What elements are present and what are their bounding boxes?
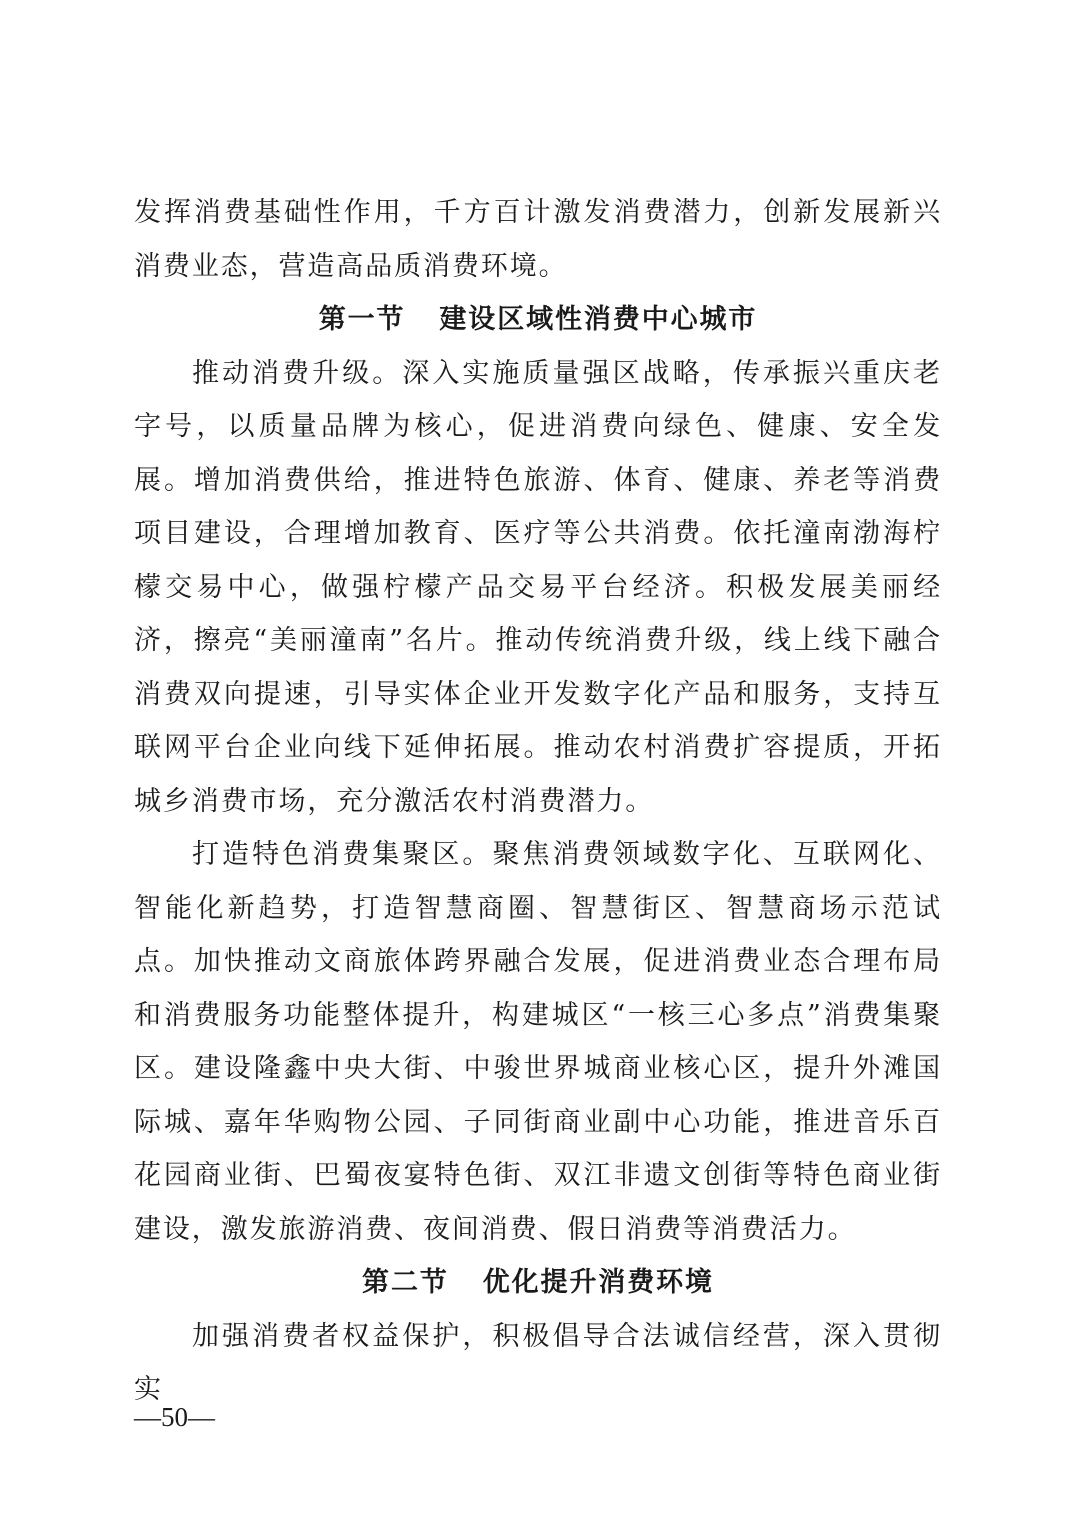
section-number: 第二节 (362, 1267, 449, 1298)
body-paragraph-consumer-rights: 加强消费者权益保护，积极倡导合法诚信经营，深入贯彻实 (134, 1320, 942, 1405)
body-paragraph-consumption-upgrade: 推动消费升级。深入实施质量强区战略，传承振兴重庆老字号，以质量品牌为核心，促进消费向绿色、健康、安全发展。增加消费供给，推进特色旅游、体育、健康、养老等消费项目建设，合理增加教育、医疗等公共消费。依托潼南渤海柠檬交易中心，做强柠檬产品交易平台经济。积极发展美丽经济，擦亮“美丽潼南”名片。推动传统消费升级，线上线下融合消费双向提速，引导实体企业开发数字化产品和服务，支持互联网平台企业向线下延伸拓展。推动农村消费扩容提质，开拓城乡消费市场，充分激活农村消费潜力。 (134, 357, 942, 817)
section-number: 第一节 (318, 304, 406, 335)
section-title: 建设区域性消费中心城市 (439, 304, 758, 335)
page-number: —50— (134, 1402, 215, 1432)
body-paragraph-consumption-cluster: 打造特色消费集聚区。聚焦消费领域数字化、互联网化、智能化新趋势，打造智慧商圈、智慧街区、智慧商场示范试点。加快推动文商旅体跨界融合发展，促进消费业态合理布局和消费服务功能整体提升，构建城区“一核三心多点”消费集聚区。建设隆鑫中央大街、中骏世界城商业核心区，提升外滩国际城、嘉年华购物公园、子同街商业副中心功能，推进音乐百花园商业街、巴蜀夜宴特色街、双江非遗文创街等特色商业街建设，激发旅游消费、夜间消费、假日消费等消费活力。 (134, 839, 942, 1245)
section-heading-1 (134, 293, 942, 347)
document-body (134, 186, 942, 1417)
body-paragraph-intro: 发挥消费基础性作用，千方百计激发消费潜力，创新发展新兴消费业态，营造高品质消费环境。 (134, 197, 942, 282)
section-title: 优化提升消费环境 (482, 1267, 714, 1298)
section-heading-2 (134, 1256, 942, 1310)
